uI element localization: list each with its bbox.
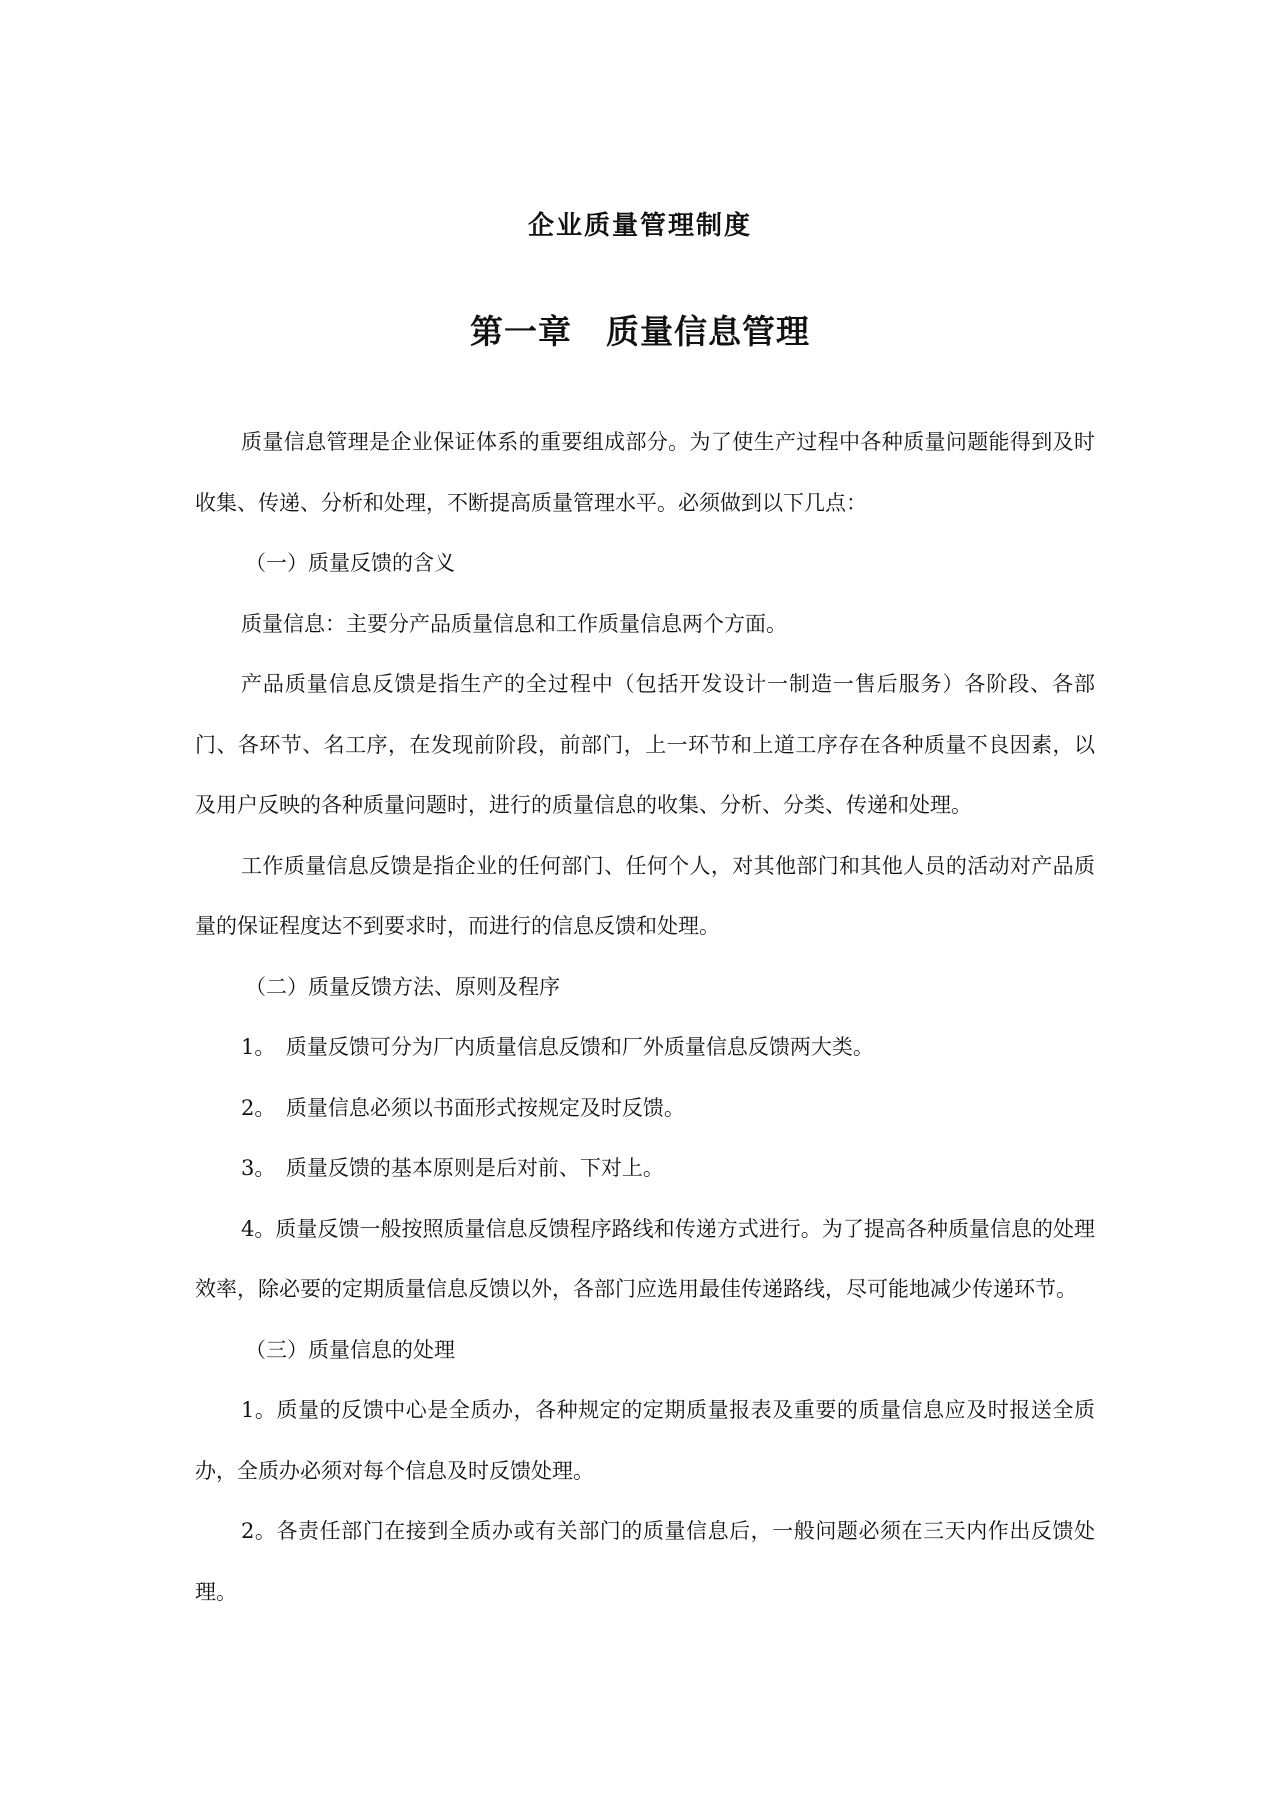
section-heading-2: （二）质量反馈方法、原则及程序 <box>245 974 560 999</box>
list-item: 1。质量的反馈中心是全质办，各种规定的定期质量报表及重要的质量信息应及时报送全质办，全质办必须对每个信息及时反馈处理。 <box>195 1398 1095 1483</box>
document-body <box>195 412 1095 1622</box>
document-title: 企业质量管理制度 <box>527 211 752 241</box>
paragraph: 质量信息：主要分产品质量信息和工作质量信息两个方面。 <box>241 611 787 636</box>
intro-paragraph: 质量信息管理是企业保证体系的重要组成部分。为了使生产过程中各种质量问题能得到及时收集、传递、分析和处理，不断提高质量管理水平。必须做到以下几点： <box>195 430 1095 515</box>
list-item: 1。 质量反馈可分为厂内质量信息反馈和厂外质量信息反馈两大类。 <box>241 1035 874 1059</box>
list-item: 3。 质量反馈的基本原则是后对前、下对上。 <box>241 1156 664 1180</box>
section-heading-1: （一）质量反馈的含义 <box>245 551 455 575</box>
list-item: 2。 质量信息必须以书面形式按规定及时反馈。 <box>241 1095 685 1120</box>
paragraph: 工作质量信息反馈是指企业的任何部门、任何个人，对其他部门和其他人员的活动对产品质量的保证程度达不到要求时，而进行的信息反馈和处理。 <box>195 853 1095 938</box>
list-item: 4。质量反馈一般按照质量信息反馈程序路线和传递方式进行。为了提高各种质量信息的处理效率，除必要的定期质量信息反馈以外，各部门应选用最佳传递路线，尽可能地减少传递环节。 <box>195 1216 1095 1301</box>
section-heading-3: （三）质量信息的处理 <box>245 1337 455 1362</box>
paragraph: 产品质量信息反馈是指生产的全过程中（包括开发设计一制造一售后服务）各阶段、各部门、各环节、名工序，在发现前阶段，前部门，上一环节和上道工序存在各种质量不良因素，以及用户反映的各种质量问题时，进行的质量信息的收集、分析、分类、传递和处理。 <box>195 672 1095 817</box>
chapter-title: 第一章 质量信息管理 <box>470 312 810 351</box>
list-item: 2。各责任部门在接到全质办或有关部门的质量信息后，一般问题必须在三天内作出反馈处理。 <box>195 1519 1095 1604</box>
